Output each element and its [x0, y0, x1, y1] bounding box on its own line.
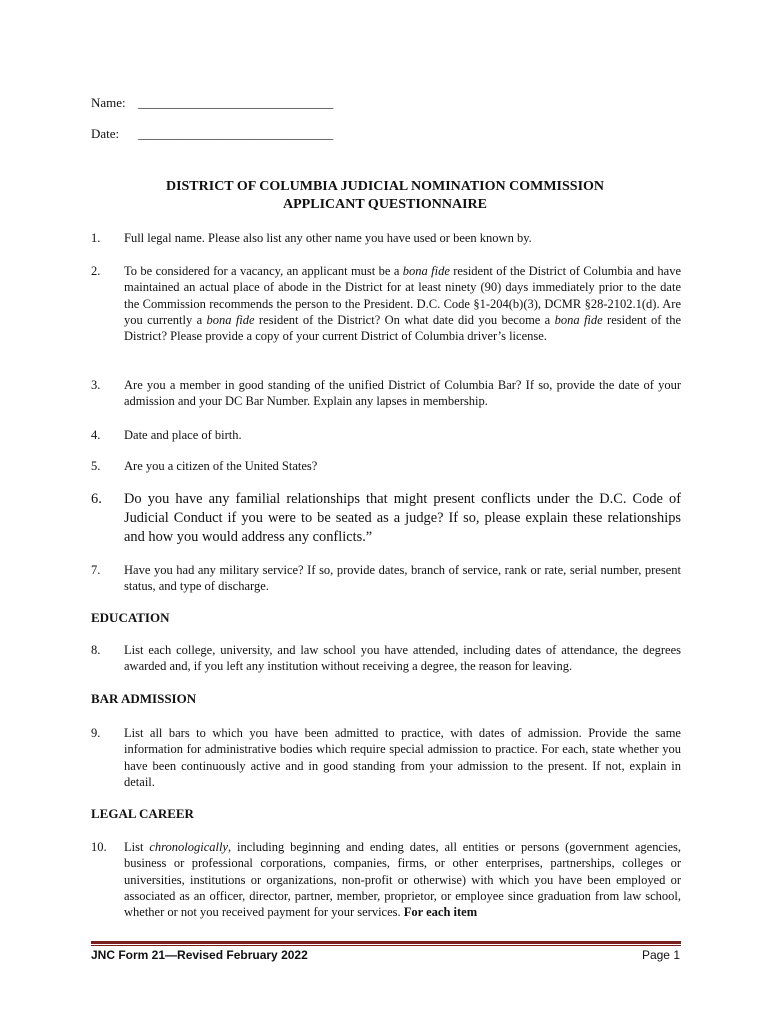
question-text: Date and place of birth. [124, 428, 242, 442]
name-field [91, 95, 333, 111]
question-number: 6. [91, 491, 102, 507]
question-2 [91, 263, 681, 344]
question-text: List all bars to which you have been admitted to practice, with dates of admission. Provide the same information for administrative bodies which require special admission to practice. For each, state whether you have been continuously active and in good standing from your admission to the present. If not, explain in detail. [124, 726, 681, 789]
question-text: List chronologically, including beginning and ending dates, all entities or persons (government agencies, business or professional corporations, companies, firms, or other enterprises, partnerships, colleges or universities, institutions or organizations, non-profit or otherwise) with which you have been employed or associated as an officer, director, partner, member, proprietor, or employee since graduation from law school, whether or not you received payment for your services. For each item [124, 840, 682, 920]
question-number: 3. [91, 378, 101, 392]
question-number: 4. [91, 428, 101, 442]
question-text: Are you a member in good standing of the unified District of Columbia Bar? If so, provide the date of your admission and your DC Bar Number. Explain any lapses in membership. [124, 378, 681, 409]
footer-page-number: Page 1 [641, 948, 680, 962]
question-number: 10. [91, 840, 107, 854]
date-blank: ______________________________ [138, 126, 334, 141]
footer-rule-thin [91, 945, 681, 946]
question-9 [91, 725, 681, 790]
question-8 [91, 642, 681, 675]
question-4 [91, 427, 681, 443]
question-number: 5. [91, 459, 101, 473]
question-10 [91, 839, 681, 920]
question-number: 7. [91, 563, 101, 577]
question-5 [91, 458, 681, 474]
title-line-2: APPLICANT QUESTIONNAIRE [283, 197, 487, 212]
date-label: Date: [91, 126, 120, 141]
question-1 [91, 230, 681, 246]
question-text: Are you a citizen of the United States? [124, 459, 318, 473]
document-title [0, 178, 770, 214]
footer-form-label: JNC Form 21—Revised February 2022 [91, 948, 308, 962]
question-text: List each college, university, and law school you have attended, including dates of attendance, the degrees awarded and, if you left any institution without receiving a degree, the reason for leaving. [124, 643, 681, 674]
name-blank: ______________________________ [138, 95, 334, 110]
section-heading-education: EDUCATION [91, 610, 170, 625]
section-heading-legal-career: LEGAL CAREER [91, 806, 194, 821]
question-number: 2. [91, 264, 101, 278]
question-number: 9. [91, 726, 101, 740]
question-number: 1. [91, 231, 101, 245]
question-number: 8. [91, 643, 101, 657]
section-heading-bar-admission: BAR ADMISSION [91, 691, 197, 706]
date-field [91, 126, 333, 142]
question-text: Full legal name. Please also list any other name you have used or been known by. [124, 231, 532, 245]
question-7 [91, 562, 681, 595]
question-6 [91, 490, 681, 547]
title-line-1: DISTRICT OF COLUMBIA JUDICIAL NOMINATION COMMISSION [165, 179, 605, 194]
question-text: Do you have any familial relationships that might present conflicts under the D.C. Code of Judicial Conduct if you were to be seated as a judge? If so, please explain these relationships and how you would address any conflicts.” [124, 491, 681, 545]
footer-rule-thick [91, 941, 681, 944]
question-3 [91, 377, 681, 410]
question-text: To be considered for a vacancy, an applicant must be a bona fide resident of the District of Columbia and have maintained an actual place of abode in the District for at least ninety (90) days immediately prior to the date the Commission recommends the person to the President. D.C. Code §1-204(b)(3), DCMR §28-2102.1(d). Are you currently a bona fide resident of the District? On what date did you become a bona fide resident of the District? Please provide a copy of your current District of Columbia driver’s license. [124, 264, 681, 344]
question-text: Have you had any military service? If so, provide dates, branch of service, rank or rate, serial number, present status, and type of discharge. [124, 563, 681, 594]
name-label: Name: [91, 95, 126, 110]
